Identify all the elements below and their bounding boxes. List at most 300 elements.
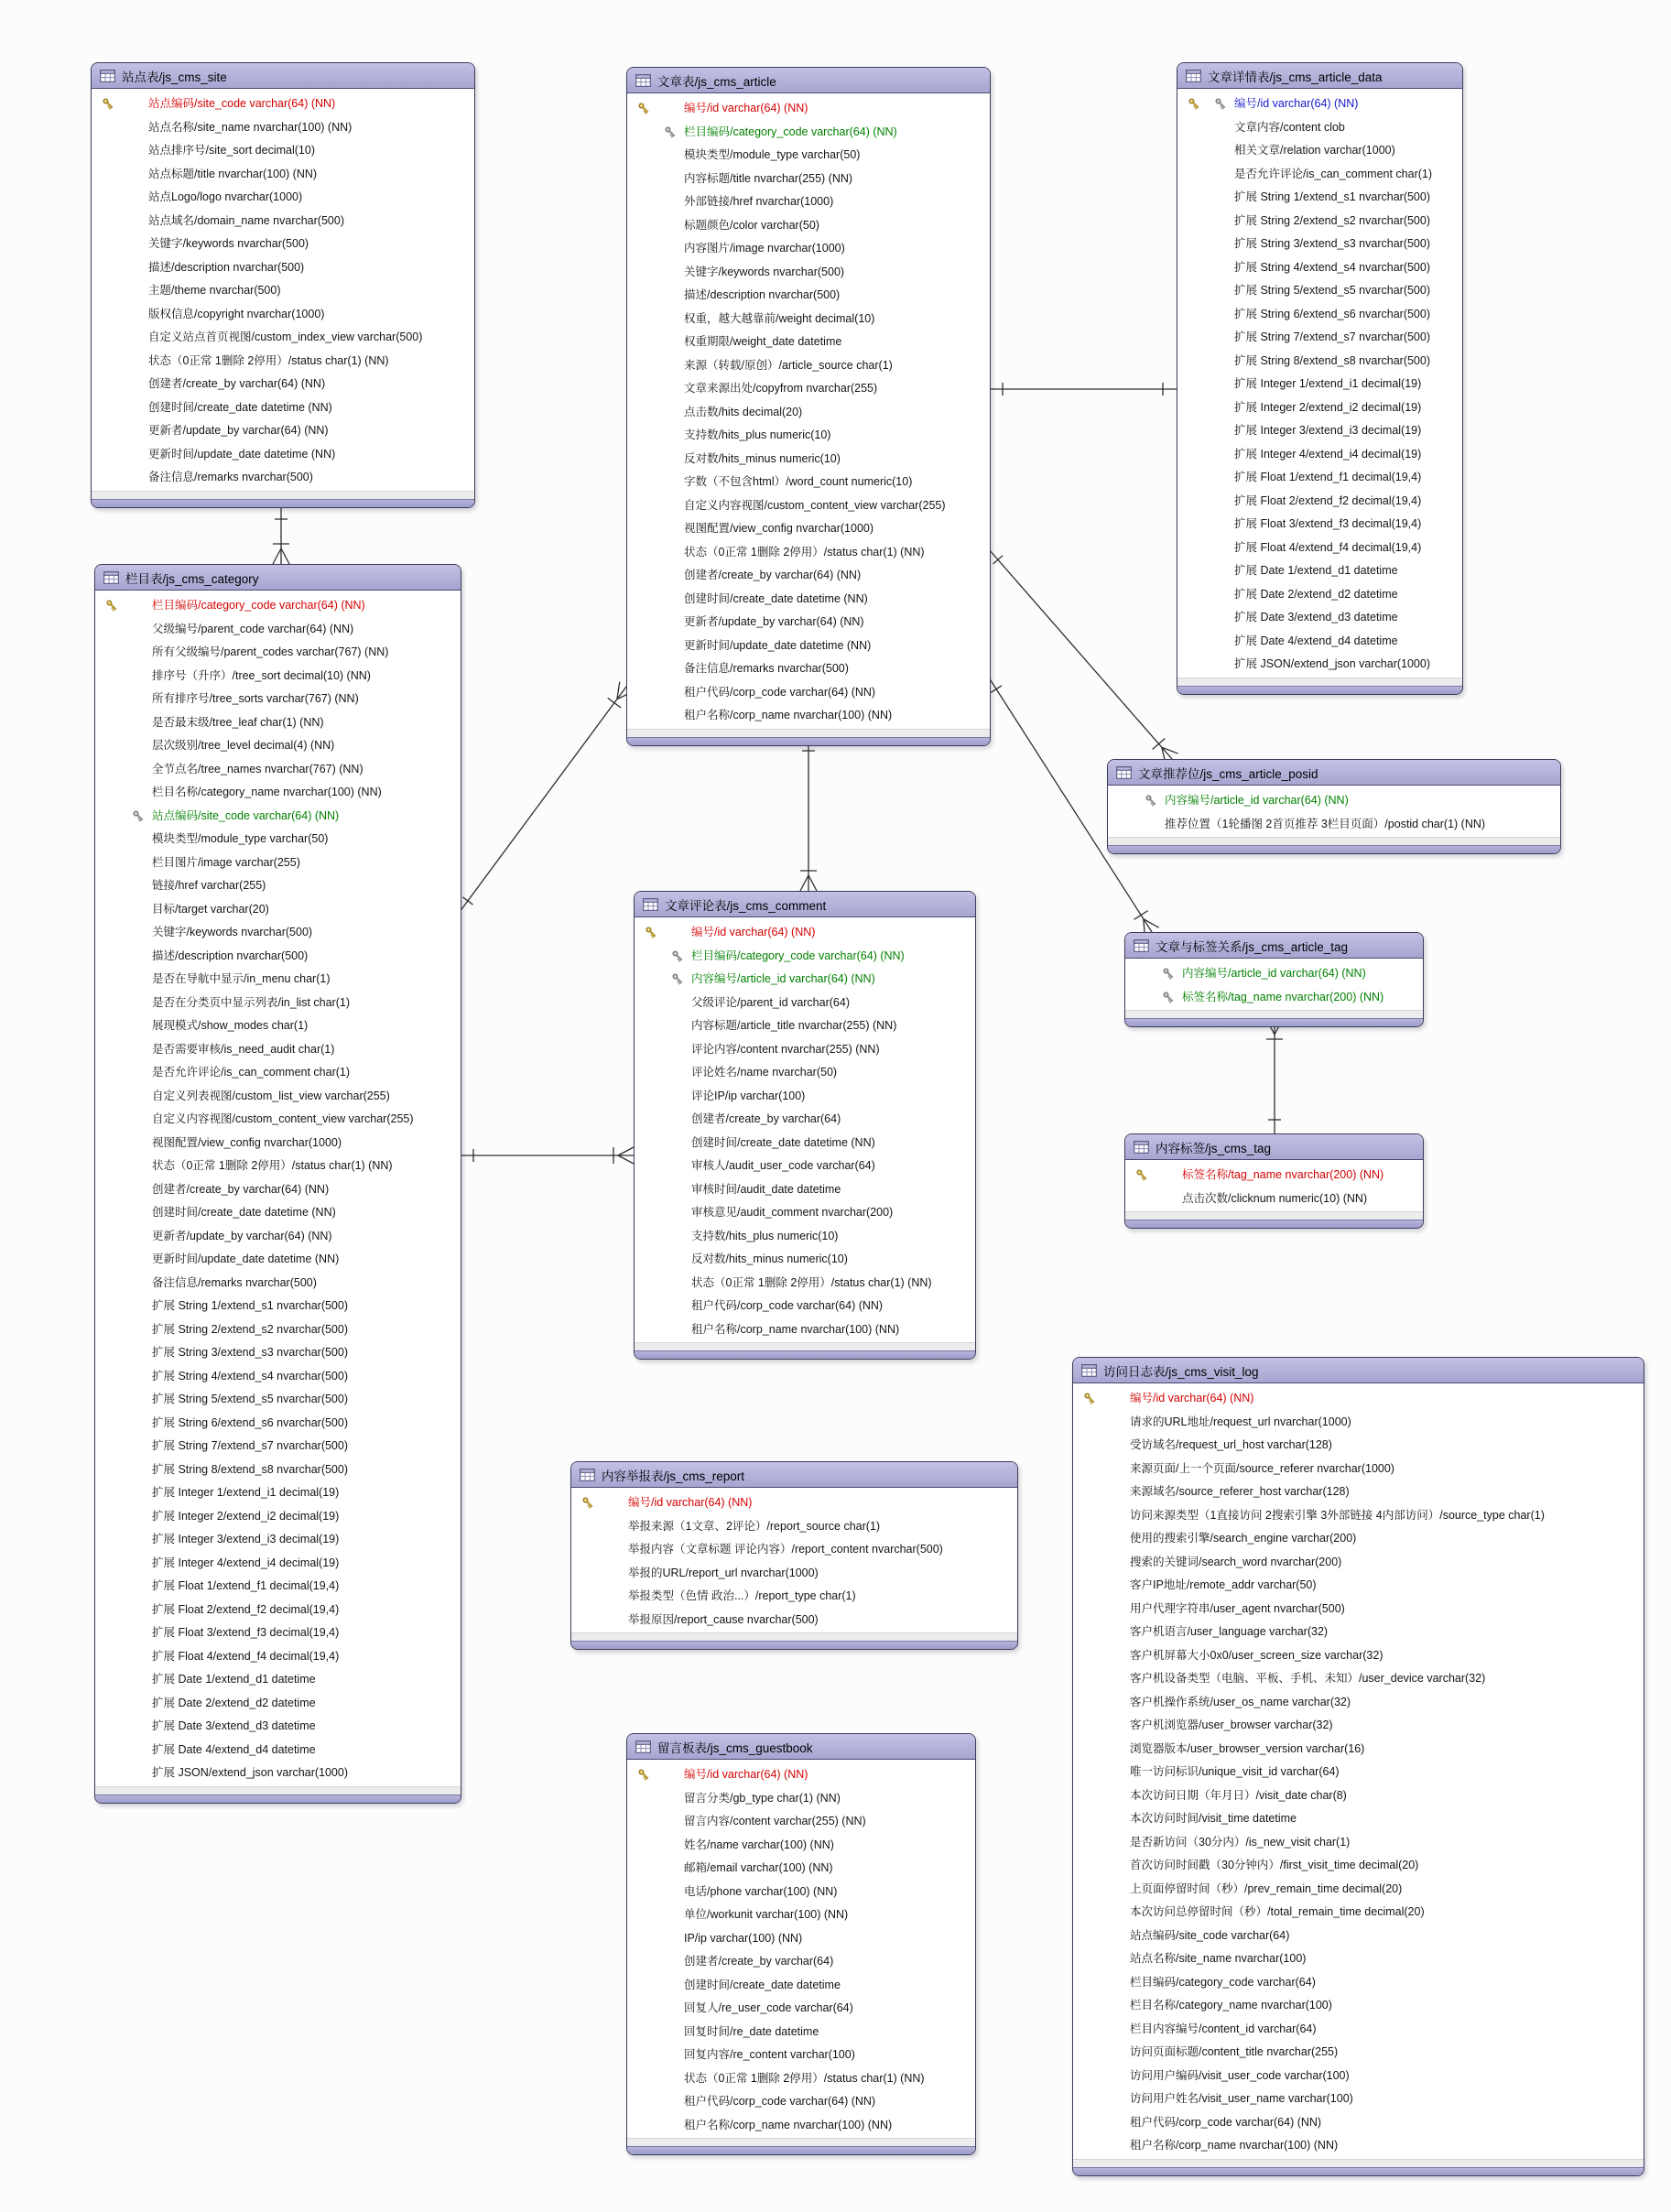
field-row[interactable] [95,1761,461,1784]
field-label: 站点域名/domain_name nvarchar(500) [148,213,344,227]
field-row[interactable] [1177,278,1462,302]
table-fields [92,89,474,491]
field-row[interactable] [571,1491,1017,1514]
field-row[interactable] [1073,1853,1644,1877]
table-title: 文章与标签关系/js_cms_article_tag [1156,939,1349,954]
primary-key-icon [645,926,657,938]
field-label: 站点编码/site_code varchar(64) (NN) [152,808,340,822]
table-title: 留言板表/js_cms_guestbook [657,1740,813,1755]
field-row[interactable] [1073,1597,1644,1621]
field-row[interactable] [627,236,990,260]
relationship-js_cms_tag-to-js_cms_article_tag[interactable] [1266,1019,1283,1133]
field-row[interactable] [95,1411,461,1435]
field-label: 状态（0正常 1删除 2停用）/status char(1) (NN) [152,1159,393,1172]
table-footer-accent [95,1795,461,1803]
field-row[interactable] [1177,512,1462,536]
field-row[interactable] [1177,138,1462,162]
field-label: 审核意见/audit_comment nvarchar(200) [691,1206,894,1219]
field-row[interactable] [627,1973,975,1997]
field-row[interactable] [92,185,474,209]
field-label: 访问用户编码/visit_user_code varchar(100) [1130,2068,1350,2082]
field-row[interactable] [627,2113,975,2137]
field-row[interactable] [95,1107,461,1131]
field-row[interactable] [1177,209,1462,233]
field-label: 扩展 Float 4/extend_f4 decimal(19,4) [152,1649,340,1663]
field-row[interactable] [92,396,474,419]
table-header[interactable] [627,68,990,93]
entity-table-js_cms_site[interactable] [91,62,475,508]
field-row[interactable] [635,1177,975,1201]
field-row[interactable] [627,1786,975,1810]
field-label: 扩展 JSON/extend_json varchar(1000) [152,1766,348,1779]
entity-table-js_cms_comment[interactable] [634,891,976,1360]
field-label: 点击次数/clicknum numeric(10) (NN) [1182,1191,1368,1205]
field-label: 更新时间/update_date datetime (NN) [148,447,336,461]
field-row[interactable] [95,780,461,804]
field-row[interactable] [627,120,990,144]
field-row[interactable] [92,349,474,373]
field-row[interactable] [1073,2133,1644,2157]
table-footer-accent [1108,845,1560,853]
field-row[interactable] [627,1856,975,1880]
field-label: 层次级别/tree_level decimal(4) (NN) [152,739,335,752]
field-row[interactable] [1177,418,1462,442]
field-row[interactable] [635,1247,975,1271]
field-label: 是否允许评论/is_can_comment char(1) [152,1066,351,1079]
field-label: 扩展 Date 2/extend_d2 datetime [1234,587,1398,601]
relationship-js_cms_article-to-js_cms_comment[interactable] [800,737,817,891]
field-row[interactable] [1073,1946,1644,1970]
field-row[interactable] [627,703,990,727]
field-label: 扩展 String 1/extend_s1 nvarchar(500) [152,1299,348,1312]
table-title: 文章详情表/js_cms_article_data [1208,70,1383,84]
field-row[interactable] [627,376,990,400]
field-row[interactable] [92,372,474,396]
field-label: 父级评论/parent_id varchar(64) [691,995,850,1009]
field-row[interactable] [635,944,975,968]
field-row[interactable] [95,1527,461,1551]
field-row[interactable] [1073,1503,1644,1527]
field-label: 状态（0正常 1删除 2停用）/status char(1) (NN) [684,545,925,558]
table-title: 文章评论表/js_cms_comment [665,898,827,913]
table-header[interactable] [1125,933,1423,959]
field-row[interactable] [95,664,461,688]
field-row[interactable] [1073,2017,1644,2041]
field-row[interactable] [627,283,990,307]
field-label: 扩展 String 8/extend_s8 nvarchar(500) [1234,353,1430,367]
relationship-js_cms_site-to-js_cms_category[interactable] [273,505,289,564]
field-label: 全节点名/tree_names nvarchar(767) (NN) [152,762,363,775]
field-row[interactable] [627,190,990,213]
field-row[interactable] [627,307,990,331]
field-row[interactable] [1125,961,1423,985]
field-label: 扩展 Date 4/extend_d4 datetime [1234,634,1398,647]
field-row[interactable] [627,423,990,447]
field-row[interactable] [1073,1573,1644,1597]
field-label: 创建时间/create_date datetime (NN) [148,400,332,414]
field-row[interactable] [627,1949,975,1973]
field-row[interactable] [635,1200,975,1224]
table-footer [1125,1211,1423,1220]
field-label: 创建者/create_by varchar(64) [691,1112,841,1125]
field-row[interactable] [95,1667,461,1691]
field-label: 权重期限/weight_date datetime [684,335,842,348]
table-header[interactable] [571,1462,1017,1488]
primary-key-icon [1135,1168,1148,1181]
field-row[interactable] [627,1833,975,1857]
field-label: 更新者/update_by varchar(64) (NN) [152,1229,332,1242]
field-row[interactable] [92,278,474,302]
field-label: IP/ip varchar(100) (NN) [684,1931,803,1945]
table-header[interactable] [1125,1134,1423,1160]
field-row[interactable] [627,563,990,587]
field-row[interactable] [1177,349,1462,373]
field-row[interactable] [92,442,474,466]
field-row[interactable] [95,1317,461,1341]
field-row[interactable] [627,470,990,493]
field-row[interactable] [95,873,461,897]
field-row[interactable] [627,634,990,657]
field-row[interactable] [95,1458,461,1481]
field-row[interactable] [627,1903,975,1926]
field-row[interactable] [92,162,474,186]
field-label: 扩展 Date 1/extend_d1 datetime [152,1673,316,1686]
field-row[interactable] [627,1762,975,1786]
field-row[interactable] [1177,302,1462,326]
field-row[interactable] [635,967,975,991]
entity-table-js_cms_guestbook[interactable] [626,1733,976,2155]
field-row[interactable] [1177,442,1462,466]
field-label: 是否在分类页中显示列表/in_list char(1) [152,995,350,1009]
field-label: 审核人/audit_user_code varchar(64) [691,1159,875,1172]
relationship-js_cms_category-to-js_cms_comment[interactable] [460,1147,634,1164]
field-label: 举报内容（文章标题 评论内容）/report_content nvarchar(500) [628,1543,943,1556]
field-row[interactable] [1177,465,1462,489]
field-row[interactable] [1073,2064,1644,2087]
field-row[interactable] [627,1809,975,1833]
field-row[interactable] [627,400,990,424]
field-label: 编号/id varchar(64) (NN) [1130,1392,1254,1404]
field-row[interactable] [1177,162,1462,186]
field-row[interactable] [627,330,990,353]
field-label: 留言内容/content varchar(255) (NN) [684,1815,866,1827]
field-row[interactable] [95,1691,461,1715]
field-row[interactable] [627,96,990,120]
field-row[interactable] [95,967,461,991]
table-title: 内容标签/js_cms_tag [1156,1141,1272,1155]
relationship-js_cms_article-to-js_cms_article_data[interactable] [989,383,1177,396]
field-row[interactable] [1108,812,1560,836]
field-row[interactable] [95,1480,461,1504]
field-row[interactable] [1073,1900,1644,1924]
field-row[interactable] [1177,232,1462,255]
field-label: 访问来源类型（1直接访问 2搜索引擎 3外部链接 4内部访问）/source_type char(1) [1130,1508,1545,1522]
field-row[interactable] [1108,788,1560,812]
field-label: 站点编码/site_code varchar(64) (NN) [148,97,336,110]
field-row[interactable] [627,213,990,237]
field-row[interactable] [95,1037,461,1061]
field-row[interactable] [1073,1877,1644,1901]
field-row[interactable] [95,1200,461,1224]
field-label: 标签名称/tag_name nvarchar(200) (NN) [1182,1168,1384,1181]
field-row[interactable] [92,302,474,326]
field-row[interactable] [635,1084,975,1108]
field-row[interactable] [627,1880,975,1903]
field-row[interactable] [627,540,990,564]
relationship-js_cms_article-to-js_cms_article_posid[interactable] [989,549,1178,764]
field-row[interactable] [95,1738,461,1762]
field-row[interactable] [1073,1737,1644,1761]
field-row[interactable] [1073,1457,1644,1480]
field-row[interactable] [95,640,461,664]
field-row[interactable] [95,1574,461,1598]
field-row[interactable] [92,115,474,139]
field-row[interactable] [95,1014,461,1037]
field-row[interactable] [1177,536,1462,559]
field-row[interactable] [635,1107,975,1131]
field-row[interactable] [627,656,990,680]
field-row[interactable] [1177,396,1462,419]
field-row[interactable] [95,1084,461,1108]
field-label: 请求的URL地址/request_url nvarchar(1000) [1130,1415,1351,1428]
field-row[interactable] [92,138,474,162]
field-row[interactable] [1073,1526,1644,1550]
field-row[interactable] [1073,1713,1644,1737]
field-row[interactable] [635,1014,975,1037]
field-row[interactable] [1073,1643,1644,1667]
field-row[interactable] [635,1131,975,1155]
field-label: 字数（不包含html）/word_count numeric(10) [684,475,913,488]
relationship-js_cms_category-to-js_cms_article[interactable] [460,682,633,912]
field-row[interactable] [635,1271,975,1295]
table-header[interactable] [1177,63,1462,89]
field-row[interactable] [1177,115,1462,139]
field-row[interactable] [1073,2110,1644,2134]
field-row[interactable] [627,2043,975,2066]
field-row[interactable] [1177,558,1462,582]
field-row[interactable] [1073,1620,1644,1643]
table-header[interactable] [635,892,975,917]
field-row[interactable] [92,255,474,279]
field-label: 创建者/create_by varchar(64) (NN) [152,1182,330,1196]
field-row[interactable] [635,1294,975,1317]
field-row[interactable] [92,325,474,349]
field-row[interactable] [627,353,990,377]
field-label: 回复时间/re_date datetime [684,2024,819,2038]
entity-table-js_cms_visit_log[interactable] [1072,1357,1644,2176]
field-row[interactable] [95,1224,461,1248]
entity-table-js_cms_tag[interactable] [1124,1133,1424,1229]
field-row[interactable] [635,1154,975,1177]
field-row[interactable] [92,232,474,255]
field-label: 编号/id varchar(64) (NN) [684,102,808,114]
field-row[interactable] [1177,652,1462,676]
field-row[interactable] [95,710,461,734]
field-label: 视图配置/view_config nvarchar(1000) [684,522,874,535]
field-label: 扩展 String 5/extend_s5 nvarchar(500) [152,1393,348,1405]
field-row[interactable] [627,260,990,284]
field-label: 扩展 Float 3/extend_f3 decimal(19,4) [1234,517,1422,530]
table-footer [95,1786,461,1795]
field-row[interactable] [1073,1970,1644,1994]
field-row[interactable] [95,1551,461,1575]
field-row[interactable] [95,944,461,968]
field-label: 扩展 Float 2/extend_f2 decimal(19,4) [152,1602,340,1616]
field-row[interactable] [627,2020,975,2044]
field-label: 来源域名/source_referer_host varchar(128) [1130,1485,1350,1498]
field-label: 创建时间/create_date datetime (NN) [691,1135,875,1149]
field-row[interactable] [571,1514,1017,1538]
field-label: 扩展 String 4/extend_s4 nvarchar(500) [1234,260,1430,274]
table-header[interactable] [95,565,461,591]
field-row[interactable] [627,516,990,540]
field-row[interactable] [627,1996,975,2020]
field-row[interactable] [95,804,461,828]
field-row[interactable] [92,418,474,442]
field-label: 扩展 String 6/extend_s6 nvarchar(500) [1234,307,1430,320]
field-row[interactable] [1073,1924,1644,1947]
table-header[interactable] [1073,1358,1644,1383]
field-row[interactable] [635,920,975,944]
field-row[interactable] [627,143,990,167]
field-row[interactable] [92,209,474,233]
field-row[interactable] [95,1364,461,1388]
field-row[interactable] [1073,1830,1644,1854]
field-row[interactable] [95,617,461,641]
field-row[interactable] [1073,1690,1644,1714]
field-row[interactable] [1177,629,1462,653]
table-icon [100,70,115,82]
field-row[interactable] [1073,2087,1644,2110]
field-row[interactable] [95,1434,461,1458]
field-row[interactable] [95,1714,461,1738]
entity-table-js_cms_article_tag[interactable] [1124,932,1424,1027]
field-row[interactable] [1073,1410,1644,1434]
field-row[interactable] [1125,1187,1423,1210]
table-header[interactable] [627,1734,975,1760]
field-row[interactable] [627,493,990,517]
field-row[interactable] [635,1317,975,1341]
field-row[interactable] [627,610,990,634]
field-row[interactable] [635,1060,975,1084]
field-row[interactable] [95,920,461,944]
field-row[interactable] [635,991,975,1014]
field-row[interactable] [627,2089,975,2113]
field-row[interactable] [95,757,461,781]
field-row[interactable] [1177,92,1462,115]
field-label: 来源（转载/原创）/article_source char(1) [684,358,893,372]
field-row[interactable] [95,1271,461,1295]
field-label: 扩展 Float 4/extend_f4 decimal(19,4) [1234,540,1422,554]
field-row[interactable] [1073,1386,1644,1410]
field-label: 扩展 Integer 4/extend_i4 decimal(19) [152,1556,340,1569]
field-row[interactable] [95,1177,461,1201]
entity-table-js_cms_article_data[interactable] [1177,62,1463,695]
field-row[interactable] [95,1340,461,1364]
field-row[interactable] [1125,1163,1423,1187]
field-row[interactable] [1073,1993,1644,2017]
field-row[interactable] [95,1504,461,1528]
table-footer-accent [635,1350,975,1359]
field-row[interactable] [1073,1784,1644,1807]
field-row[interactable] [571,1537,1017,1561]
field-row[interactable] [95,1621,461,1644]
field-row[interactable] [1125,985,1423,1009]
field-row[interactable] [95,1247,461,1271]
entity-table-js_cms_article_posid[interactable] [1107,759,1561,854]
field-row[interactable] [635,1224,975,1248]
field-row[interactable] [95,1294,461,1317]
field-row[interactable] [1073,1760,1644,1784]
entity-table-js_cms_report[interactable] [570,1461,1018,1650]
field-row[interactable] [92,92,474,115]
field-row[interactable] [95,851,461,874]
field-row[interactable] [627,1926,975,1950]
field-label: 是否在导航中显示/in_menu char(1) [152,972,331,985]
table-header[interactable] [92,63,474,89]
table-fields [95,591,461,1786]
field-row[interactable] [635,1037,975,1061]
field-label: 上页面停留时间（秒）/prev_remain_time decimal(20) [1130,1881,1403,1895]
field-row[interactable] [1177,582,1462,606]
field-row[interactable] [1177,325,1462,349]
field-label: 邮箱/email varchar(100) (NN) [684,1861,833,1874]
field-row[interactable] [95,1387,461,1411]
field-row[interactable] [627,587,990,611]
field-row[interactable] [95,593,461,617]
field-row[interactable] [1177,185,1462,209]
field-row[interactable] [95,733,461,757]
field-row[interactable] [92,465,474,489]
field-row[interactable] [95,827,461,851]
table-header[interactable] [1108,760,1560,786]
field-row[interactable] [627,447,990,471]
field-row[interactable] [627,167,990,190]
field-row[interactable] [1073,1433,1644,1457]
field-row[interactable] [627,2066,975,2090]
entity-table-js_cms_article[interactable] [626,67,991,746]
field-row[interactable] [1073,1666,1644,1690]
field-row[interactable] [95,687,461,710]
field-row[interactable] [95,1131,461,1155]
field-row[interactable] [1073,1806,1644,1830]
field-row[interactable] [1073,1550,1644,1574]
field-row[interactable] [95,1644,461,1668]
field-row[interactable] [627,680,990,704]
field-row[interactable] [571,1561,1017,1585]
field-row[interactable] [1177,372,1462,396]
field-row[interactable] [571,1584,1017,1608]
field-label: 所有父级编号/parent_codes varchar(767) (NN) [152,645,389,658]
table-title: 内容举报表/js_cms_report [602,1469,745,1483]
field-label: 编号/id varchar(64) (NN) [1234,97,1359,110]
field-row[interactable] [95,991,461,1014]
field-row[interactable] [95,1060,461,1084]
field-row[interactable] [1177,255,1462,279]
field-row[interactable] [95,1598,461,1621]
field-label: 扩展 String 5/extend_s5 nvarchar(500) [1234,284,1430,297]
field-row[interactable] [1177,489,1462,513]
field-row[interactable] [1073,1480,1644,1503]
field-row[interactable] [95,897,461,921]
field-row[interactable] [1073,2040,1644,2064]
field-row[interactable] [571,1608,1017,1632]
field-row[interactable] [95,1154,461,1177]
entity-table-js_cms_category[interactable] [94,564,461,1804]
field-label: 栏目编码/category_code varchar(64) (NN) [152,599,365,612]
field-row[interactable] [1177,605,1462,629]
table-footer [1125,1010,1423,1018]
